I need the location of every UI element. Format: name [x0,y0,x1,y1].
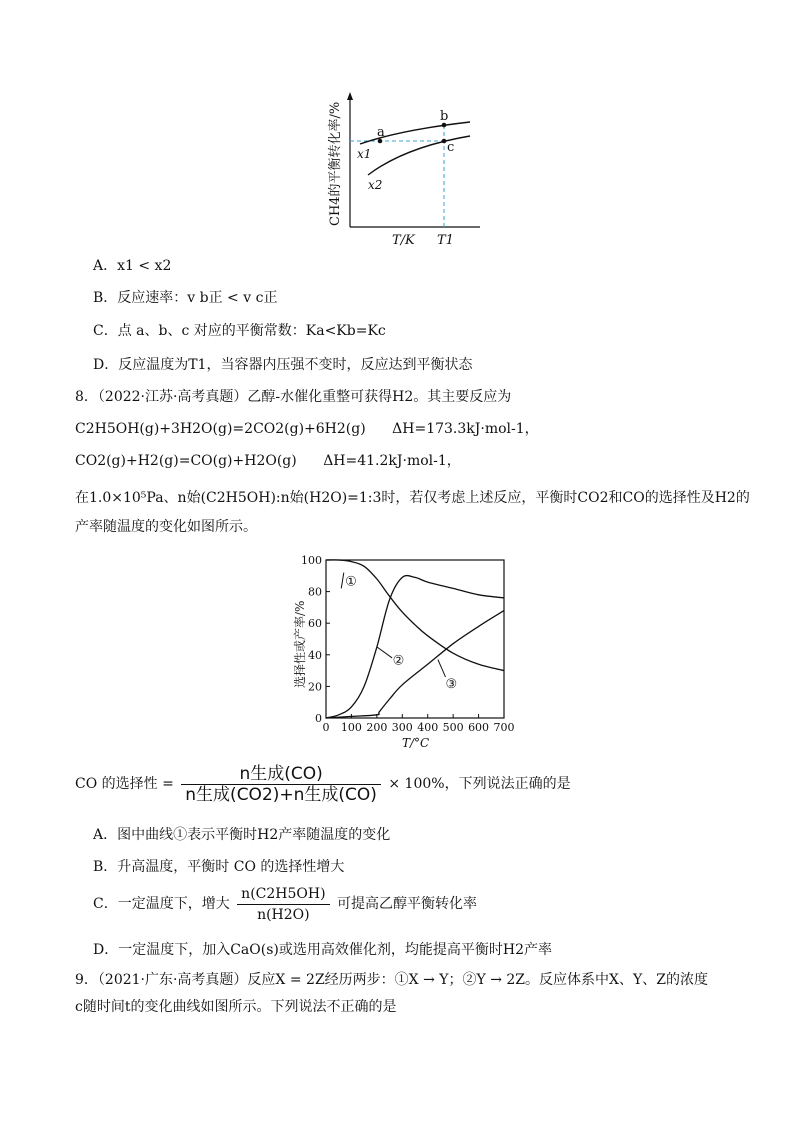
chart2-leader-2 [377,647,392,658]
chart2-y-tick-label: 0 [315,712,322,725]
chart2-x-label: T/°C [402,736,430,750]
q8-option-c-post: 可提高乙醇平衡转化率 [337,896,477,912]
q8-reaction-2 [75,451,461,471]
chart2-series-label-3: ③ [445,677,458,693]
fig1-label-b: b [440,109,449,124]
q8-reaction-2-eq: CO2(g)+H2(g)=CO(g)+H2O(g) [75,453,297,469]
chart2-x-tick-label: 700 [493,721,515,734]
chart2-x-tick-label: 100 [340,721,362,734]
q7-option-a[interactable]: A．x1 < x2 [93,258,172,274]
fig1-label-x2: x2 [368,178,383,192]
fig1-x-label: T/K [392,233,415,248]
q8-selectivity-fraction [181,764,381,805]
q8-reaction-1 [75,419,539,439]
q8-option-c-fraction [237,884,329,925]
q8-stem: 8．（2022·江苏·高考真题）乙醇-水催化重整可获得H2。其主要反应为 [75,389,512,405]
fig1-y-label: CH4的平衡转化率/% [328,101,343,226]
fig1-label-x1: x1 [357,147,372,161]
fig1-y-arrow [347,92,353,100]
q8-option-c-pre: C．一定温度下，增大 [93,896,230,912]
q8-conditions: 在1.0×10⁵Pa、n始(C2H5OH):n始(H2O)=1:3时，若仅考虑上述反应，平衡时CO2和CO的选择性及H2的 [75,490,750,506]
chart2-leader-1 [341,573,344,589]
q8-option-c-num: n(C2H5OH) [237,884,329,905]
chart2-y-label: 选择性或产率/% [293,600,307,688]
chart2-y-tick-label: 100 [301,554,322,567]
q8-selectivity-den: n生成(CO2)+n生成(CO) [185,784,377,805]
q8-option-c[interactable] [93,882,477,926]
q7-option-b[interactable]: B．反应速率：v b正 < v c正 [93,290,278,306]
q8-option-c-den: n(H2O) [257,906,310,923]
chart2-x-tick-label: 600 [468,721,490,734]
q8-option-d[interactable]: D．一定温度下，加入CaO(s)或选用高效催化剂，均能提高平衡时H2产率 [93,942,552,958]
q7-option-d[interactable]: D．反应温度为T1，当容器内压强不变时，反应达到平衡状态 [93,357,473,373]
q8-reaction-2-dh: ΔH=41.2kJ·mol-1， [323,453,461,469]
fig1-label-c: c [447,140,455,155]
q8-option-b[interactable]: B．升高温度，平衡时 CO 的选择性增大 [93,859,345,875]
chart2-y-tick-label: 20 [308,680,322,694]
chart2-x-tick-label: 200 [366,721,388,734]
figure-selectivity-chart [290,548,520,753]
chart2-y-tick-label: 80 [308,585,322,599]
chart2-y-tick-label: 40 [308,648,322,662]
chart2-x-tick-label: 0 [322,721,330,734]
q8-selectivity-def [75,762,571,806]
chart2-x-tick-label: 300 [391,721,413,734]
q8-selectivity-num: n生成(CO) [181,764,381,785]
q9-stem-line2: c随时间t的变化曲线如图所示。下列说法不正确的是 [75,999,397,1015]
q7-option-c[interactable]: C．点 a、b、c 对应的平衡常数：Ka<Kb=Kc [93,323,386,339]
fig1-label-a: a [377,125,385,140]
q8-conditions-2: 产率随温度的变化如图所示。 [75,519,257,535]
q8-option-a[interactable]: A．图中曲线①表示平衡时H2产率随温度的变化 [93,827,391,843]
chart2-x-tick-label: 400 [417,721,439,734]
fig1-point-c [442,139,447,144]
fig1-tick-T1: T1 [437,233,454,248]
chart2-y-tick-label: 60 [308,617,322,631]
q8-reaction-1-eq: C2H5OH(g)+3H2O(g)=2CO2(g)+6H2(g) [75,421,366,437]
q8-reaction-1-dh: ΔH=173.3kJ·mol-1， [392,421,539,437]
figure-ch4-conversion [320,92,490,254]
chart2-series-label-1: ① [345,574,357,590]
q8-selectivity-tail: × 100%，下列说法正确的是 [388,776,571,792]
q9-stem-line1: 9．（2021·广东·高考真题）反应X = 2Z经历两步：①X → Y；②Y → 2Z。反应体系中X、Y、Z的浓度 [75,972,708,988]
chart2-x-tick-label: 500 [442,721,464,734]
chart2-series-2 [326,576,504,718]
chart2-leader-3 [438,660,446,677]
chart2-series-label-2: ② [392,653,405,669]
fig1-curve-x2 [368,136,470,175]
q8-selectivity-label: CO 的选择性 = [75,776,174,792]
